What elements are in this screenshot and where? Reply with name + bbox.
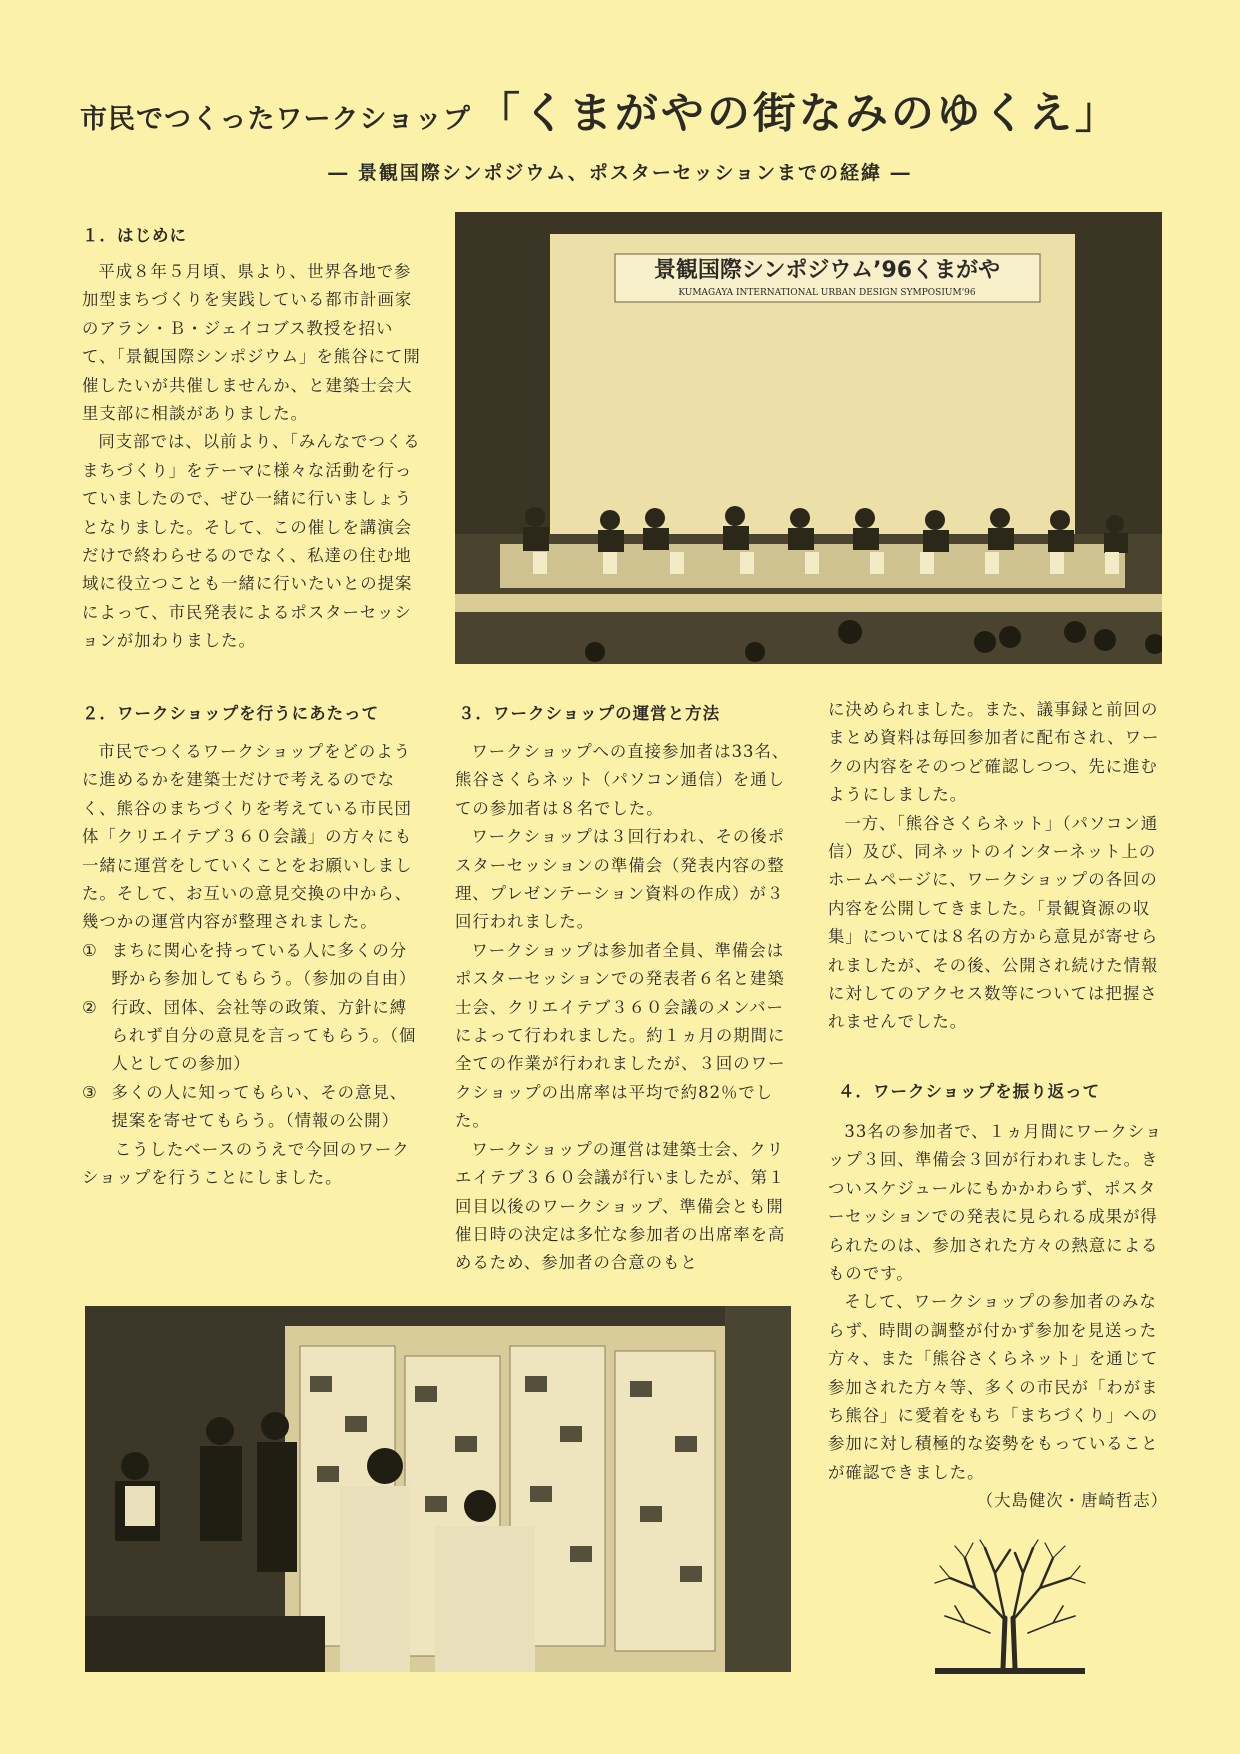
list-item bbox=[82, 1079, 419, 1136]
workshop-photo bbox=[85, 1306, 791, 1672]
section-4-paragraph: そして、ワークショップの参加者のみならず、時間の調整が付かず参加を見送った方々、また「熊谷さくらネット」を通じて参加された方々等、多くの市民が「わがまち熊谷」に愛着をもち「まちづくり」への参加に対し積極的な姿勢をもっていることが確認できました。 bbox=[828, 1292, 1159, 1482]
section-3-paragraph: ワークショップへの直接参加者は33名、熊谷さくらネット（パソコン通信）を通しての参加者は８名でした。 bbox=[455, 742, 790, 818]
section-4-heading: ４．ワークショップを振り返って bbox=[838, 1082, 1101, 1101]
section-2-intro: 市民でつくるワークショップをどのように進めるかを建築士だけで考えるのでなく、熊谷のまちづくりを考えている市民団体「クリエイテブ３６０会議」の方々にも一緒に運営をしていくことをお願いしました。そして、お互いの意見交換の中から、幾つかの運営内容が整理されました。 bbox=[82, 742, 413, 932]
list-item bbox=[82, 937, 419, 994]
section-3-continuation-paragraph: 一方、「熊谷さくらネット」（パソコン通信）及び、同ネットのインターネット上のホームページに、ワークショップの各回の内容を公開してきました。「景観資源の収集」については８名の方から意見が寄せられましたが、その後、公開され続けた情報に対してのアクセス数等については把握されませんでした。 bbox=[828, 813, 1159, 1032]
section-3-body bbox=[455, 738, 793, 1278]
page-subtitle: ― 景観国際シンポジウム、ポスターセッションまでの経緯 ― bbox=[328, 162, 912, 184]
section-1-heading: １．はじめに bbox=[82, 226, 187, 245]
section-2-outro: こうしたベースのうえで今回のワークショップを行うことにしました。 bbox=[82, 1139, 410, 1188]
list-item-number: ① bbox=[82, 940, 98, 960]
list-item-text: 行政、団体、会社等の政策、方針に縛られず自分の意見を言ってもらう。（個人としての参加） bbox=[111, 997, 417, 1074]
section-3-paragraph: ワークショップの運営は建築士会、クリエイテブ３６０会議が行いましたが、第１回目以後のワークショップ、準備会とも開催日時の決定は多忙な参加者の出席率を高めるため、参加者の合意のもと bbox=[455, 1139, 786, 1273]
section-1-paragraph: 平成８年５月頃、県より、世界各地で参加型まちづくりを実践している都市計画家のアラン・Ｂ・ジェイコブス教授を招いて、「景観国際シンポジウム」を熊谷にて開催したいが共催しませんか、と建築士会大里支部に相談がありました。 bbox=[82, 262, 421, 424]
list-item-number: ③ bbox=[82, 1082, 98, 1102]
section-3-paragraph: ワークショップは参加者全員、準備会はポスターセッションでの発表者６名と建築士会、クリエイテブ３６０会議のメンバーによって行われました。約１ヵ月の期間に全ての作業が行われましたが、３回のワークショップの出席率は平均で約82％でした。 bbox=[455, 940, 786, 1131]
author-credit: （大島健次・唐崎哲志） bbox=[976, 1491, 1168, 1511]
section-3-continuation-paragraph: に決められました。また、議事録と前回のまとめ資料は毎回参加者に配布され、ワークの内容をそのつど確認しつつ、先に進むようにしました。 bbox=[828, 700, 1160, 805]
tree-illustration bbox=[925, 1538, 1095, 1678]
section-4-body bbox=[828, 1118, 1168, 1516]
list-item-text: まちに関心を持っている人に多くの分野から参加してもらう。（参加の自由） bbox=[111, 940, 417, 989]
section-3-heading: ３．ワークショップの運営と方法 bbox=[458, 704, 721, 723]
title-main: 「くまがやの街なみのゆくえ」 bbox=[476, 89, 1121, 139]
symposium-photo bbox=[455, 212, 1162, 664]
section-3-continuation bbox=[828, 696, 1168, 1037]
section-2-body bbox=[82, 738, 419, 1193]
section-1-paragraph: 同支部では、以前より、「みんなでつくるまちづくり」をテーマに様々な活動を行っていましたので、ぜひ一緒に行いましょうとなりました。そして、この催しを講演会だけで終わらせるのでなく、私達の住む地域に役立つことも一緒に行いたいとの提案によって、市民発表によるポスターセッションが加わりました。 bbox=[82, 432, 421, 651]
list-item-text: 多くの人に知ってもらい、その意見、提案を寄せてもらう。（情報の公開） bbox=[111, 1082, 408, 1131]
section-1-body bbox=[82, 258, 422, 656]
section-2-list bbox=[82, 937, 419, 1136]
banner-japanese: 景観国際シンポジウム’96くまがや bbox=[653, 258, 1001, 283]
list-item-number: ② bbox=[82, 997, 98, 1017]
section-4-paragraph: 33名の参加者で、１ヵ月間にワークショップ３回、準備会３回が行われました。きついスケジュールにもかかわらず、ポスターセッションでの発表に見られる成果が得られたのは、参加された方々の熱意によるものです。 bbox=[828, 1122, 1163, 1284]
list-item bbox=[82, 994, 419, 1079]
section-3-paragraph: ワークショップは３回行われ、その後ポスターセッションの準備会（発表内容の整理、プレゼンテーション資料の作成）が３回行われました。 bbox=[455, 827, 786, 932]
title-prefix: 市民でつくったワークショップ bbox=[80, 104, 471, 135]
banner-english: KUMAGAYA INTERNATIONAL URBAN DESIGN SYMPOSIUM'96 bbox=[678, 288, 976, 298]
section-2-heading: ２．ワークショップを行うにあたって bbox=[82, 704, 380, 723]
page-title bbox=[80, 80, 1180, 146]
